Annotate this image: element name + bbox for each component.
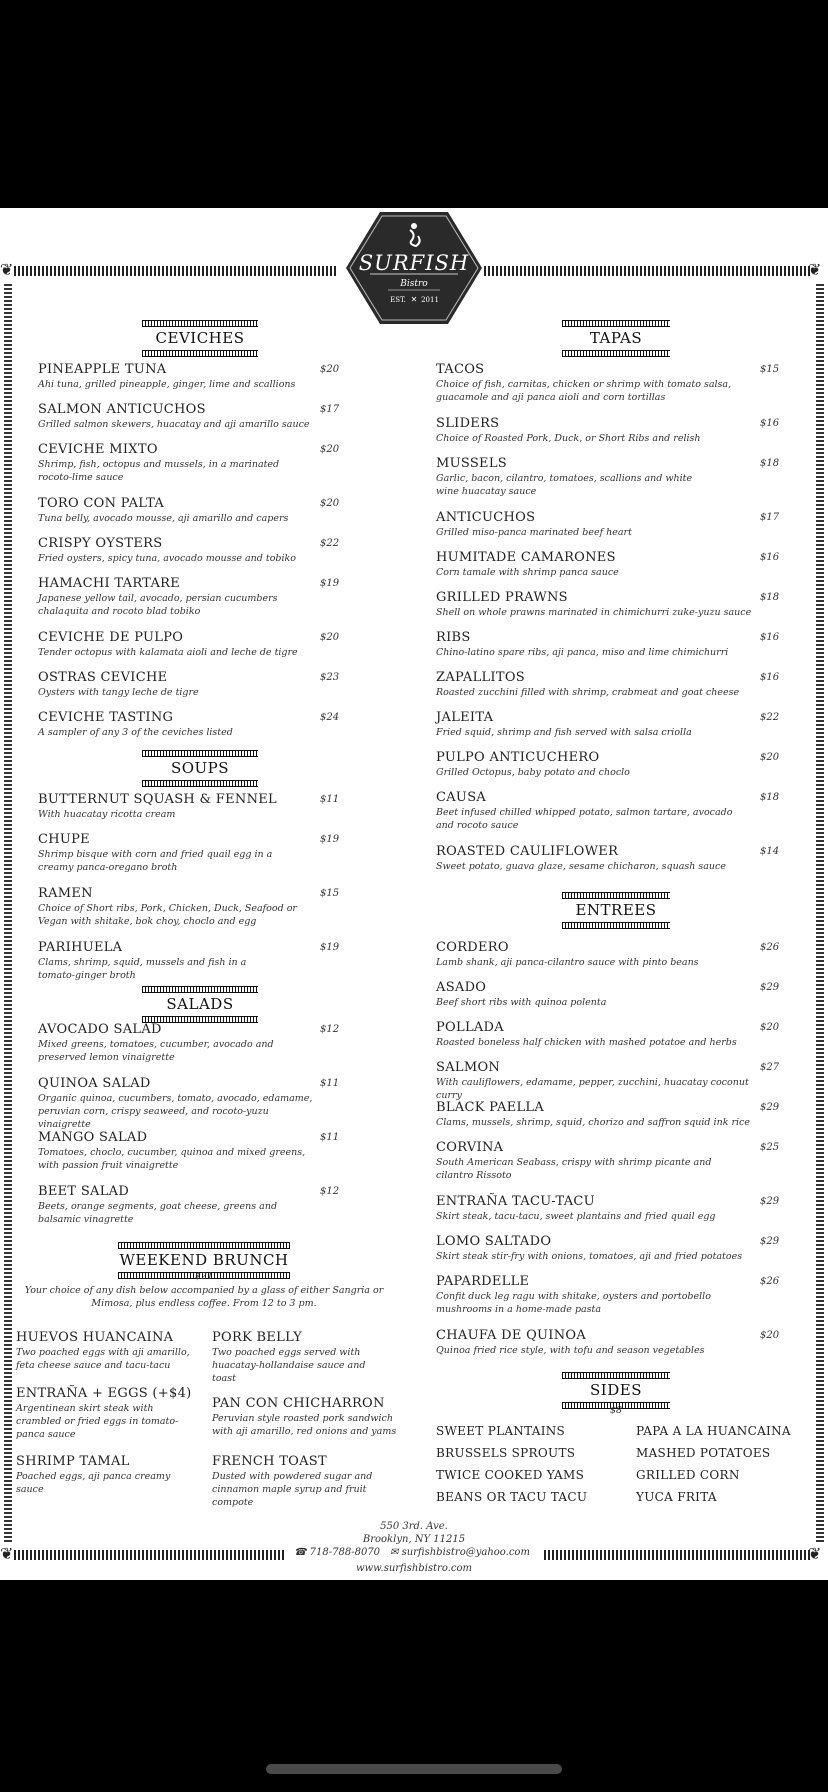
side-item: PAPA A LA HUANCAINA bbox=[636, 1424, 791, 1438]
menu-item: RIBS Chino-latino spare ribs, aji panca, miso and lime chimichurri bbox=[436, 630, 729, 658]
menu-item-price: $20 bbox=[320, 444, 340, 455]
menu-item: OSTRAS CEVICHE Oysters with tangy leche de tigre bbox=[38, 670, 199, 698]
menu-item: ENTRAÑA TACU-TACU Skirt steak, tacu-tacu, sweet plantains and fried quail egg bbox=[436, 1194, 716, 1222]
menu-item-price: $16 bbox=[760, 672, 780, 683]
menu-item-price: $11 bbox=[320, 1078, 340, 1089]
website: www.surfishbistro.com bbox=[356, 1563, 472, 1574]
menu-item: PULPO ANTICUCHERO Grilled Octopus, baby potato and choclo bbox=[436, 750, 630, 778]
menu-item-price: $29 bbox=[760, 1236, 780, 1247]
menu-item-price: $18 bbox=[760, 592, 780, 603]
menu-item: SHRIMP TAMAL Poached eggs, aji panca creamy sauce bbox=[16, 1454, 171, 1495]
menu-item-price: $18 bbox=[760, 458, 780, 469]
menu-item: BLACK PAELLA Clams, mussels, shrimp, squid, chorizo and saffron squid ink rice bbox=[436, 1100, 750, 1128]
left-border bbox=[4, 284, 12, 1542]
svg-text:EST.: EST. bbox=[390, 296, 406, 304]
menu-item: SALMON With cauliflowers, edamame, pepper, zucchini, huacatay coconut curry bbox=[436, 1060, 749, 1101]
menu-item-price: $20 bbox=[320, 364, 340, 375]
section-soups: SOUPS bbox=[142, 750, 258, 787]
bottom-border-right bbox=[544, 1550, 810, 1560]
menu-item-price: $19 bbox=[320, 942, 340, 953]
side-item: BRUSSELS SPROUTS bbox=[436, 1446, 576, 1460]
side-item: GRILLED CORN bbox=[636, 1468, 740, 1482]
menu-item: TACOS Choice of fish, carnitas, chicken or shrimp with tomato salsa, guacamole and aji panca aioli and corn tortillas bbox=[436, 362, 732, 403]
menu-item-price: $16 bbox=[760, 552, 780, 563]
curl-ornament-icon: ❦ bbox=[808, 1544, 822, 1563]
side-item: SWEET PLANTAINS bbox=[436, 1424, 566, 1438]
email-contact bbox=[390, 1547, 530, 1558]
top-border-left bbox=[14, 266, 338, 276]
menu-item: CHUPE Shrimp bisque with corn and fried quail egg in a creamy panca-oregano broth bbox=[38, 832, 273, 873]
right-border bbox=[816, 284, 824, 1542]
address-line-2: Brooklyn, NY 11215 bbox=[362, 1534, 466, 1545]
menu-item: SALMON ANTICUCHOS Grilled salmon skewers, huacatay and aji amarillo sauce bbox=[38, 402, 310, 430]
menu-item-price: $14 bbox=[760, 846, 780, 857]
menu-item-price: $29 bbox=[760, 982, 780, 993]
menu-item: CHAUFA DE QUINOA Quinoa fried rice style, with tofu and season vegetables bbox=[436, 1328, 705, 1356]
menu-item-price: $22 bbox=[320, 538, 340, 549]
menu-item-price: $25 bbox=[760, 1142, 780, 1153]
menu-item: ENTRAÑA + EGGS (+$4) Argentinean skirt steak with crambled or fried eggs in tomato-panca sauce bbox=[16, 1386, 192, 1440]
menu-item: AVOCADO SALAD Mixed greens, tomatoes, cucumber, avocado and preserved lemon vinaigrette bbox=[38, 1022, 274, 1063]
menu-item-price: $29 bbox=[760, 1102, 780, 1113]
menu-item: CEVICHE MIXTO Shrimp, fish, octopus and mussels, in a marinated rocoto-lime sauce bbox=[38, 442, 280, 483]
curl-ornament-icon: ❦ bbox=[808, 260, 822, 279]
svg-text:SURFISH: SURFISH bbox=[358, 251, 470, 275]
brunch-price: $21 bbox=[194, 1271, 214, 1282]
menu-item-price: $26 bbox=[760, 942, 780, 953]
menu-item: MUSSELS Garlic, bacon, cilantro, tomatoes, scallions and white wine huacatay sauce bbox=[436, 456, 693, 497]
sides-price: $8 bbox=[609, 1405, 623, 1416]
menu-item-price: $16 bbox=[760, 418, 780, 429]
curl-ornament-icon: ❦ bbox=[0, 260, 14, 279]
menu-item-price: $27 bbox=[760, 1062, 780, 1073]
menu-item-price: $23 bbox=[320, 672, 340, 683]
menu-item-price: $20 bbox=[320, 632, 340, 643]
menu-item: PAPARDELLE Confit duck leg ragu with shitake, oysters and portobello mushrooms in a home-made pasta bbox=[436, 1274, 711, 1315]
menu-item-price: $12 bbox=[320, 1186, 340, 1197]
menu-item: CRISPY OYSTERS Fried oysters, spicy tuna, avocado mousse and tobiko bbox=[38, 536, 297, 564]
menu-item: JALEITA Fried squid, shrimp and fish served with salsa criolla bbox=[436, 710, 692, 738]
bottom-border-left bbox=[14, 1550, 284, 1560]
menu-item: ANTICUCHOS Grilled miso-panca marinated beef heart bbox=[436, 510, 632, 538]
menu-item: CAUSA Beet infused chilled whipped potato, salmon tartare, avocado and rocoto sauce bbox=[436, 790, 733, 831]
side-item: BEANS OR TACU TACU bbox=[436, 1490, 588, 1504]
menu-item: HAMACHI TARTARE Japanese yellow tail, avocado, persian cucumbers chalaquita and rocoto blad tobiko bbox=[38, 576, 278, 617]
menu-item: CORVINA South American Seabass, crispy with shrimp picante and cilantro Rissoto bbox=[436, 1140, 712, 1181]
address-line-1: 550 3rd. Ave. bbox=[380, 1521, 448, 1532]
section-sides: SIDES bbox=[562, 1372, 670, 1409]
menu-item: BEET SALAD Beets, orange segments, goat cheese, greens and balsamic vinagrette bbox=[38, 1184, 278, 1225]
menu-item: PORK BELLY Two poached eggs served with huacatay-hollandaise sauce and toast bbox=[212, 1330, 366, 1384]
menu-item: TORO CON PALTA Tuna belly, avocado mousse, aji amarillo and capers bbox=[38, 496, 289, 524]
home-indicator[interactable] bbox=[266, 1764, 562, 1774]
menu-item-price: $17 bbox=[320, 404, 340, 415]
side-item: TWICE COOKED YAMS bbox=[436, 1468, 585, 1482]
brunch-description: Your choice of any dish below accompanied by a glass of either Sangria or Mimosa, plus endless coffee. From 12 to 3 pm. bbox=[24, 1285, 384, 1309]
menu-item: POLLADA Roasted boneless half chicken with mashed potatoe and herbs bbox=[436, 1020, 737, 1048]
menu-item: HUEVOS HUANCAINA Two poached eggs with aji amarillo, feta cheese sauce and tacu-tacu bbox=[16, 1330, 190, 1371]
menu-item-price: $19 bbox=[320, 578, 340, 589]
section-entrees: ENTREES bbox=[562, 892, 670, 929]
section-salads: SALADS bbox=[142, 986, 258, 1023]
menu-item: BUTTERNUT SQUASH & FENNEL With huacatay ricotta cream bbox=[38, 792, 277, 820]
menu-item: ROASTED CAULIFLOWER Sweet potato, guava glaze, sesame chicharon, squash sauce bbox=[436, 844, 726, 872]
section-weekend-brunch: WEEKEND BRUNCH bbox=[118, 1242, 290, 1279]
top-border-right bbox=[484, 266, 810, 276]
section-ceviches: CEVICHES bbox=[142, 320, 258, 357]
menu-item-price: $24 bbox=[320, 712, 340, 723]
section-tapas: TAPAS bbox=[562, 320, 670, 357]
svg-text:✕: ✕ bbox=[410, 295, 418, 304]
menu-item: ZAPALLITOS Roasted zucchini filled with shrimp, crabmeat and goat cheese bbox=[436, 670, 740, 698]
menu-item-price: $20 bbox=[760, 752, 780, 763]
menu-item: PINEAPPLE TUNA Ahi tuna, grilled pineapple, ginger, lime and scallions bbox=[38, 362, 296, 390]
menu-item-price: $15 bbox=[760, 364, 780, 375]
menu-item: GRILLED PRAWNS Shell on whole prawns marinated in chimichurri zuke-yuzu sauce bbox=[436, 590, 752, 618]
envelope-icon: ✉ bbox=[390, 1547, 399, 1558]
menu-image bbox=[0, 208, 828, 1580]
menu-item: ASADO Beef short ribs with quinoa polenta bbox=[436, 980, 607, 1008]
menu-item: QUINOA SALAD Organic quinoa, cucumbers, tomato, avocado, edamame, peruvian corn, crispy seaweed, and rocoto-yuzu vinaigrette bbox=[38, 1076, 313, 1130]
svg-text:Bistro: Bistro bbox=[400, 279, 428, 289]
surfish-logo bbox=[344, 210, 484, 326]
menu-item-price: $18 bbox=[760, 792, 780, 803]
email-address: surfishbistro@yahoo.com bbox=[401, 1547, 530, 1558]
menu-item: CEVICHE TASTING A sampler of any 3 of the ceviches listed bbox=[38, 710, 233, 738]
menu-item-price: $11 bbox=[320, 794, 340, 805]
side-item: YUCA FRITA bbox=[636, 1490, 717, 1504]
menu-item: CEVICHE DE PULPO Tender octopus with kalamata aioli and leche de tigre bbox=[38, 630, 298, 658]
phone-contact bbox=[294, 1547, 380, 1558]
curl-ornament-icon: ❦ bbox=[0, 1544, 14, 1563]
menu-item-price: $20 bbox=[320, 498, 340, 509]
menu-item: RAMEN Choice of Short ribs, Pork, Chicken, Duck, Seafood or Vegan with shitake, bok choy, choclo and egg bbox=[38, 886, 297, 927]
menu-item-price: $19 bbox=[320, 834, 340, 845]
menu-item: MANGO SALAD Tomatoes, choclo, cucumber, quinoa and mixed greens, with passion fruit vinaigrette bbox=[38, 1130, 306, 1171]
menu-item-price: $22 bbox=[760, 712, 780, 723]
svg-text:2011: 2011 bbox=[421, 296, 439, 304]
menu-item-price: $20 bbox=[760, 1022, 780, 1033]
menu-item-price: $29 bbox=[760, 1196, 780, 1207]
side-item: MASHED POTATOES bbox=[636, 1446, 771, 1460]
menu-item: FRENCH TOAST Dusted with powdered sugar and cinnamon maple syrup and fruit compote bbox=[212, 1454, 373, 1508]
menu-item: LOMO SALTADO Skirt steak stir-fry with onions, tomatoes, aji and fried potatoes bbox=[436, 1234, 743, 1262]
menu-item-price: $20 bbox=[760, 1330, 780, 1341]
menu-item: CORDERO Lamb shank, aji panca-cilantro sauce with pinto beans bbox=[436, 940, 699, 968]
phone-icon: ☎ bbox=[294, 1547, 307, 1558]
menu-item: SLIDERS Choice of Roasted Pork, Duck, or Short Ribs and relish bbox=[436, 416, 701, 444]
menu-item: HUMITADE CAMARONES Corn tamale with shrimp panca sauce bbox=[436, 550, 619, 578]
menu-item-price: $11 bbox=[320, 1132, 340, 1143]
menu-item-price: $16 bbox=[760, 632, 780, 643]
menu-item: PAN CON CHICHARRON Peruvian style roasted pork sandwich with aji amarillo, red onions and yams bbox=[212, 1396, 397, 1437]
phone-number: 718-788-8070 bbox=[309, 1547, 381, 1558]
menu-item: PARIHUELA Clams, shrimp, squid, mussels and fish in a tomato-ginger broth bbox=[38, 940, 247, 981]
menu-item-price: $15 bbox=[320, 888, 340, 899]
menu-item-price: $17 bbox=[760, 512, 780, 523]
menu-item-price: $26 bbox=[760, 1276, 780, 1287]
menu-item-price: $12 bbox=[320, 1024, 340, 1035]
